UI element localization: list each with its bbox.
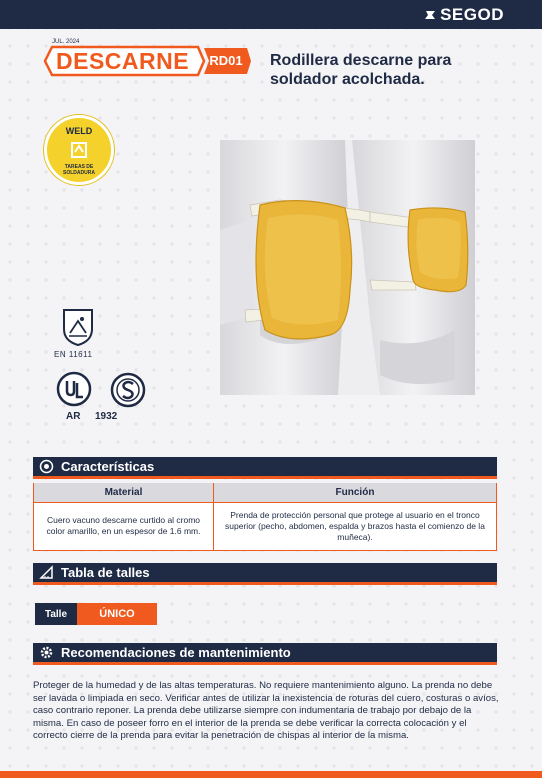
ul-ar-label: AR [66,411,81,422]
weld-badge-title: WELD [65,126,93,136]
s-mark-label: 1932 [95,411,118,422]
brand-logo [423,5,504,25]
table-row [34,502,497,550]
table-cell-function: Prenda de protección personal que protege al usuario en el tronco superior (pecho, abdomen, espalda y brazos hasta el comienzo de la muñeca). [214,502,497,550]
bottom-accent-bar [0,771,542,778]
product-code: RD01 [209,53,243,68]
welding-icon [69,140,89,160]
ruler-icon [39,565,54,580]
gear-icon [39,645,54,660]
product-name: DESCARNE [56,48,190,74]
characteristics-header [33,457,497,479]
brand-name: SEGOD [440,5,504,24]
en-11611-label: EN 11611 [54,350,93,359]
top-bar [0,0,542,29]
size-table-header [33,563,497,585]
characteristics-title: Características [61,459,155,474]
product-description: Rodillera descarne para soldador acolchada. [270,52,452,88]
size-row [35,603,157,625]
gear-badge-icon [39,459,54,474]
table-header-function: Función [214,483,497,502]
product-title-pill [42,45,252,77]
ul-certification-icon [56,371,92,407]
maintenance-header [33,643,497,665]
table-cell-material: Cuero vacuno descarne curtido al cromo color amarillo, en un espesor de 1.6 mm. [34,502,214,550]
document-date: JUL. 2024 [52,39,80,45]
size-table-title: Tabla de talles [61,565,150,580]
table-header-material: Material [34,483,214,502]
s-mark-certification-icon [110,372,146,408]
weld-badge-caption: TAREAS DE SOLDADURA [63,164,95,176]
product-photo [220,140,475,395]
weld-badge [44,115,114,185]
size-value: ÚNICO [77,603,157,625]
size-label: Talle [35,603,77,625]
maintenance-text: Proteger de la humedad y de las altas temperaturas. No requiere mantenimiento alguno. La prenda no debe ser lavada o limpiada en seco. Verificar antes de utilizar la inexistencia de roturas del cuero, costuras o avíos, caso contrario reponer. La prenda debe utilizarse siempre con indumentaria de trabajo por debajo de la misma. En caso de poseer forro en el interior de la prenda se debe verificar la correcta colocación y el correcto cierre de la prenda para evitar la penetración de chispas al interior de la misma. [33,680,499,742]
maintenance-title: Recomendaciones de mantenimiento [61,645,291,660]
segod-logo-icon [423,8,437,22]
characteristics-table [33,483,497,551]
en-11611-shield-icon [60,307,96,347]
